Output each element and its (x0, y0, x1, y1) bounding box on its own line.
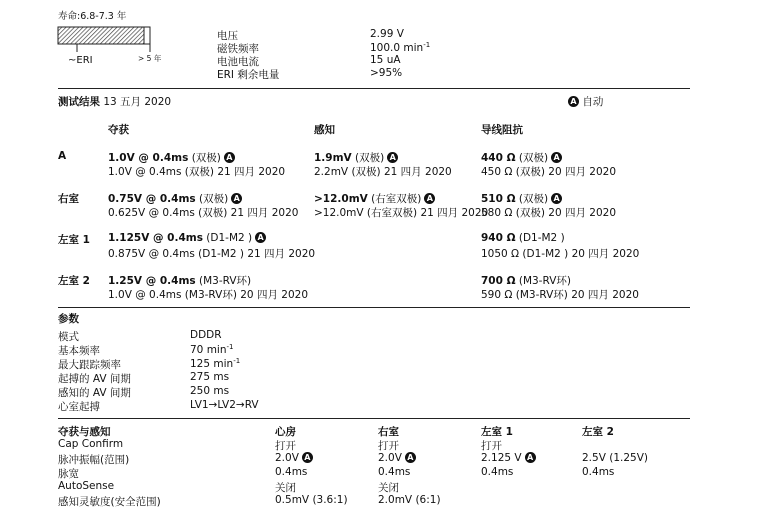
capsense-cell: 2.125 V A (481, 452, 536, 464)
param-label: 基本频率 (58, 345, 100, 357)
capsense-cell: 关闭 (275, 482, 296, 494)
capsense-header: 心房 (275, 426, 296, 438)
capsense-cell: 2.0V A (378, 452, 416, 464)
param-label: 心室起搏 (58, 401, 100, 413)
param-value: LV1→LV2→RV (190, 399, 259, 411)
capture-previous: 0.875V @ 0.4ms (D1-M2 ) 21 四月 2020 (108, 248, 316, 260)
chamber-label: 左室 1 (58, 234, 90, 246)
capture-previous: 0.625V @ 0.4ms (双极) 21 四月 2020 (108, 207, 299, 219)
battery-row-value: 100.0 $\min^{-1}$ (370, 41, 431, 54)
capsense-cell: 打开 (481, 440, 502, 452)
capsense-cell: 打开 (378, 440, 399, 452)
auto-badge-icon: A (231, 193, 242, 204)
capsense-header: 右室 (378, 426, 399, 438)
impedance-current: 700 Ω (M3-RV环) (481, 275, 571, 287)
chamber-label: 左室 2 (58, 275, 90, 287)
battery-row-label: 电池电流 (217, 56, 259, 68)
chamber-label: 右室 (58, 193, 79, 205)
auto-badge-icon: A (387, 152, 398, 163)
auto-badge-icon: A (551, 193, 562, 204)
auto-badge-icon: A (224, 152, 235, 163)
param-value: DDDR (190, 329, 222, 341)
impedance-current: 510 Ω (双极) A (481, 191, 562, 206)
battery-row-label: 磁铁频率 (217, 43, 259, 55)
capture-previous: 1.0V @ 0.4ms (双极) 21 四月 2020 (108, 166, 286, 178)
capsense-cell: 0.5mV (3.6:1) (275, 494, 348, 506)
capture-current: 0.75V @ 0.4ms (双极) A (108, 191, 242, 206)
impedance-previous: 590 Ω (M3-RV环) 20 四月 2020 (481, 289, 639, 301)
capsense-cell: 0.4ms (378, 466, 411, 478)
sense-current: >12.0mV (右室双极) A (314, 191, 435, 206)
test-results-title: 测试结果 13 五月 2020 (58, 96, 172, 108)
capsense-header: 左室 1 (481, 426, 513, 438)
divider (58, 88, 690, 89)
param-label: 最大跟踪频率 (58, 359, 121, 371)
capsense-row-label: 脉宽 (58, 468, 79, 480)
capture-current: 1.125V @ 0.4ms (D1-M2 ) A (108, 232, 266, 244)
capsense-cell: 2.0V A (275, 452, 313, 464)
capsense-cell: 打开 (275, 440, 296, 452)
capsense-row-label: 脉冲振幅(范围) (58, 454, 130, 466)
impedance-previous: 580 Ω (双极) 20 四月 2020 (481, 207, 617, 219)
auto-badge-icon: A (525, 452, 536, 463)
capsense-header: 左室 2 (582, 426, 614, 438)
capsense-cell: 0.4ms (582, 466, 615, 478)
capsense-cell: 0.4ms (481, 466, 514, 478)
capsense-cell: 2.0mV (6:1) (378, 494, 441, 506)
sense-previous: >12.0mV (右室双极) 21 四月 2020 (314, 207, 489, 219)
capture-header: 夺获 (108, 124, 129, 136)
divider (58, 418, 690, 419)
sense-previous: 2.2mV (双极) 21 四月 2020 (314, 166, 452, 178)
battery-row-value: 15 uA (370, 54, 401, 66)
divider (58, 307, 690, 308)
impedance-header: 导线阻抗 (481, 124, 523, 136)
battery-row-value: 2.99 V (370, 28, 404, 40)
param-label: 感知的 AV 间期 (58, 387, 131, 399)
capsense-cell: 关闭 (378, 482, 399, 494)
sense-current: 1.9mV (双极) A (314, 150, 398, 165)
battery-row-value: >95% (370, 67, 403, 79)
auto-badge-icon: A (255, 232, 266, 243)
capture-current: 1.0V @ 0.4ms (双极) A (108, 150, 235, 165)
param-value: 125 $\min^{-1}$ (190, 357, 241, 370)
auto-badge-icon: A (405, 452, 416, 463)
capsense-row-label: 感知灵敏度(安全范围) (58, 496, 161, 508)
param-value: 70 $\min^{-1}$ (190, 343, 234, 356)
capsense-title: 夺获与感知 (58, 426, 111, 438)
battery-row-label: 电压 (217, 30, 238, 42)
auto-badge-icon: A (551, 152, 562, 163)
impedance-current: 440 Ω (双极) A (481, 150, 562, 165)
battery-row-label: ERI 剩余电量 (217, 69, 280, 81)
capsense-cell: 2.5V (1.25V) (582, 452, 648, 464)
auto-badge-icon: A (568, 96, 579, 107)
impedance-current: 940 Ω (D1-M2 ) (481, 232, 565, 244)
capsense-cell: 0.4ms (275, 466, 308, 478)
auto-badge-icon: A (302, 452, 313, 463)
capture-previous: 1.0V @ 0.4ms (M3-RV环) 20 四月 2020 (108, 289, 309, 301)
auto-indicator: A 自动 (568, 94, 603, 109)
gt5-label: > 5 年 (138, 54, 162, 63)
capsense-row-label: Cap Confirm (58, 438, 124, 450)
impedance-previous: 450 Ω (双极) 20 四月 2020 (481, 166, 617, 178)
auto-badge-icon: A (424, 193, 435, 204)
chamber-label: A (58, 150, 67, 162)
capsense-row-label: AutoSense (58, 480, 115, 492)
param-value: 250 ms (190, 385, 230, 397)
sense-header: 感知 (314, 124, 335, 136)
param-label: 模式 (58, 331, 79, 343)
param-label: 起搏的 AV 间期 (58, 373, 131, 385)
battery-life-label: 寿命:6.8-7.3 年 (58, 11, 127, 22)
param-value: 275 ms (190, 371, 230, 383)
impedance-previous: 1050 Ω (D1-M2 ) 20 四月 2020 (481, 248, 640, 260)
params-title: 参数 (58, 313, 79, 325)
capture-current: 1.25V @ 0.4ms (M3-RV环) (108, 275, 252, 287)
eri-label: ~ERI (68, 55, 93, 66)
